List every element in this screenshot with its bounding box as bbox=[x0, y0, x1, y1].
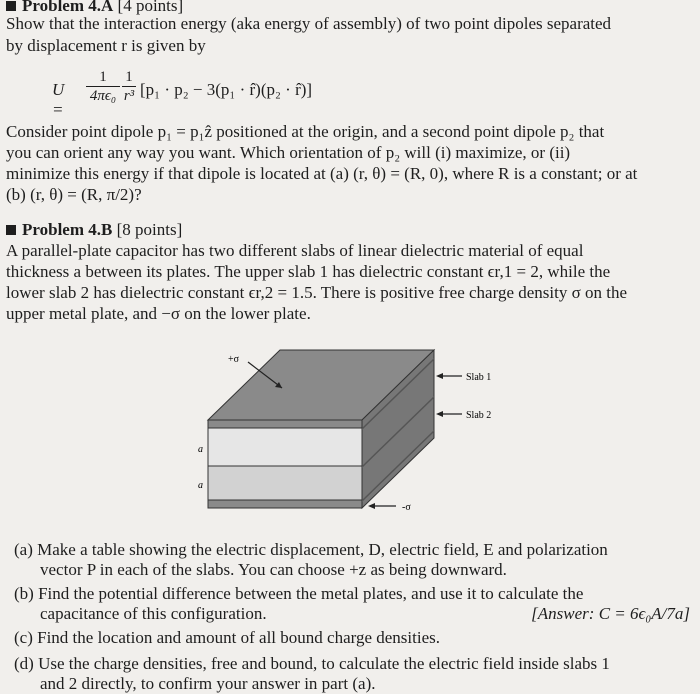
problem-a-body-2: you can orient any way you want. Which orientation of p₂ will (i) maximize, or (ii) bbox=[6, 143, 571, 162]
slab-2-front bbox=[208, 466, 362, 500]
part-d-line-2: and 2 directly, to confirm your answer in part (a). bbox=[40, 674, 376, 693]
part-b-line-1: Find the potential difference between the metal plates, and use it to calculate the bbox=[38, 584, 584, 603]
capacitor-diagram bbox=[190, 348, 520, 528]
thickness-a-upper: a bbox=[198, 444, 203, 455]
slab-2-arrowhead bbox=[436, 411, 443, 417]
problem-a-intro-1: Show that the interaction energy (aka energy of assembly) of two point dipoles separated bbox=[6, 14, 612, 33]
thickness-a-lower: a bbox=[198, 480, 203, 491]
fraction-one-denominator: 4πϵ₀ bbox=[89, 88, 117, 104]
part-a-line-2: vector P in each of the slabs. You can choose +z as being downward. bbox=[40, 560, 507, 579]
fraction-one bbox=[86, 68, 120, 105]
slab-2-label: Slab 2 bbox=[466, 410, 492, 421]
part-b-answer: [Answer: C = 6ϵ₀A/7a] bbox=[531, 604, 690, 623]
problem-b-points: [8 points] bbox=[116, 220, 183, 239]
equation-lhs: U = bbox=[52, 80, 65, 119]
part-a-line-1: Make a table showing the electric displacement, D, electric field, E and polarization bbox=[37, 540, 608, 559]
lower-metal-plate bbox=[208, 500, 362, 508]
square-bullet-icon bbox=[6, 225, 16, 235]
minus-sigma-label: -σ bbox=[402, 502, 411, 513]
slab-1-front bbox=[208, 428, 362, 466]
part-b-line-2: capacitance of this configuration. bbox=[40, 604, 267, 623]
upper-metal-plate bbox=[208, 420, 362, 428]
problem-a-body-1: Consider point dipole p₁ = p₁ẑ positioned at the origin, and a second point dipole p₂ that bbox=[6, 122, 605, 141]
part-a bbox=[14, 540, 608, 560]
slab-1-label: Slab 1 bbox=[466, 372, 492, 383]
problem-b-title: Problem 4.B bbox=[22, 220, 113, 239]
plus-sigma-label: +σ bbox=[228, 354, 240, 365]
problem-a-points: [4 points] bbox=[117, 0, 184, 15]
equation-rhs: [p₁ · p₂ − 3(p₁ · r̂)(p₂ · r̂)] bbox=[140, 80, 313, 99]
problem-b-line-4: upper metal plate, and −σ on the lower plate. bbox=[6, 304, 311, 323]
part-d-label: (d) bbox=[14, 654, 34, 673]
part-b bbox=[14, 584, 583, 604]
minus-sigma-arrowhead bbox=[368, 503, 375, 509]
problem-a-title: Problem 4.A bbox=[22, 0, 114, 15]
part-b-label: (b) bbox=[14, 584, 34, 603]
problem-a-intro-2: by displacement r is given by bbox=[6, 36, 206, 55]
part-c-line-1: Find the location and amount of all bound charge densities. bbox=[37, 628, 441, 647]
problem-b-line-2: thickness a between its plates. The upper slab 1 has dielectric constant ϵr,1 = 2, while the bbox=[6, 262, 611, 281]
fraction-two bbox=[122, 68, 136, 105]
fraction-two-numerator: 1 bbox=[122, 68, 136, 87]
part-d-line-1: Use the charge densities, free and bound, to calculate the electric field inside slabs 1 bbox=[38, 654, 610, 673]
problem-b-line-3: lower slab 2 has dielectric constant ϵr,2 = 1.5. There is positive free charge density σ on the bbox=[6, 283, 628, 302]
fraction-two-denominator: r³ bbox=[123, 88, 135, 104]
problem-a-body-3: minimize this energy if that dipole is located at (a) (r, θ) = (R, 0), where R is a constant; or at bbox=[6, 164, 638, 183]
part-d bbox=[14, 654, 610, 674]
part-a-label: (a) bbox=[14, 540, 33, 559]
problem-b-heading bbox=[6, 220, 182, 240]
slab-1-arrowhead bbox=[436, 373, 443, 379]
square-bullet-icon bbox=[6, 1, 16, 11]
problem-b-line-1: A parallel-plate capacitor has two different slabs of linear dielectric material of equal bbox=[6, 241, 584, 260]
fraction-one-numerator: 1 bbox=[86, 68, 120, 87]
part-c-label: (c) bbox=[14, 628, 33, 647]
part-c bbox=[14, 628, 440, 648]
capacitor-figure bbox=[190, 348, 520, 528]
problem-a-body-4: (b) (r, θ) = (R, π/2)? bbox=[6, 185, 142, 204]
